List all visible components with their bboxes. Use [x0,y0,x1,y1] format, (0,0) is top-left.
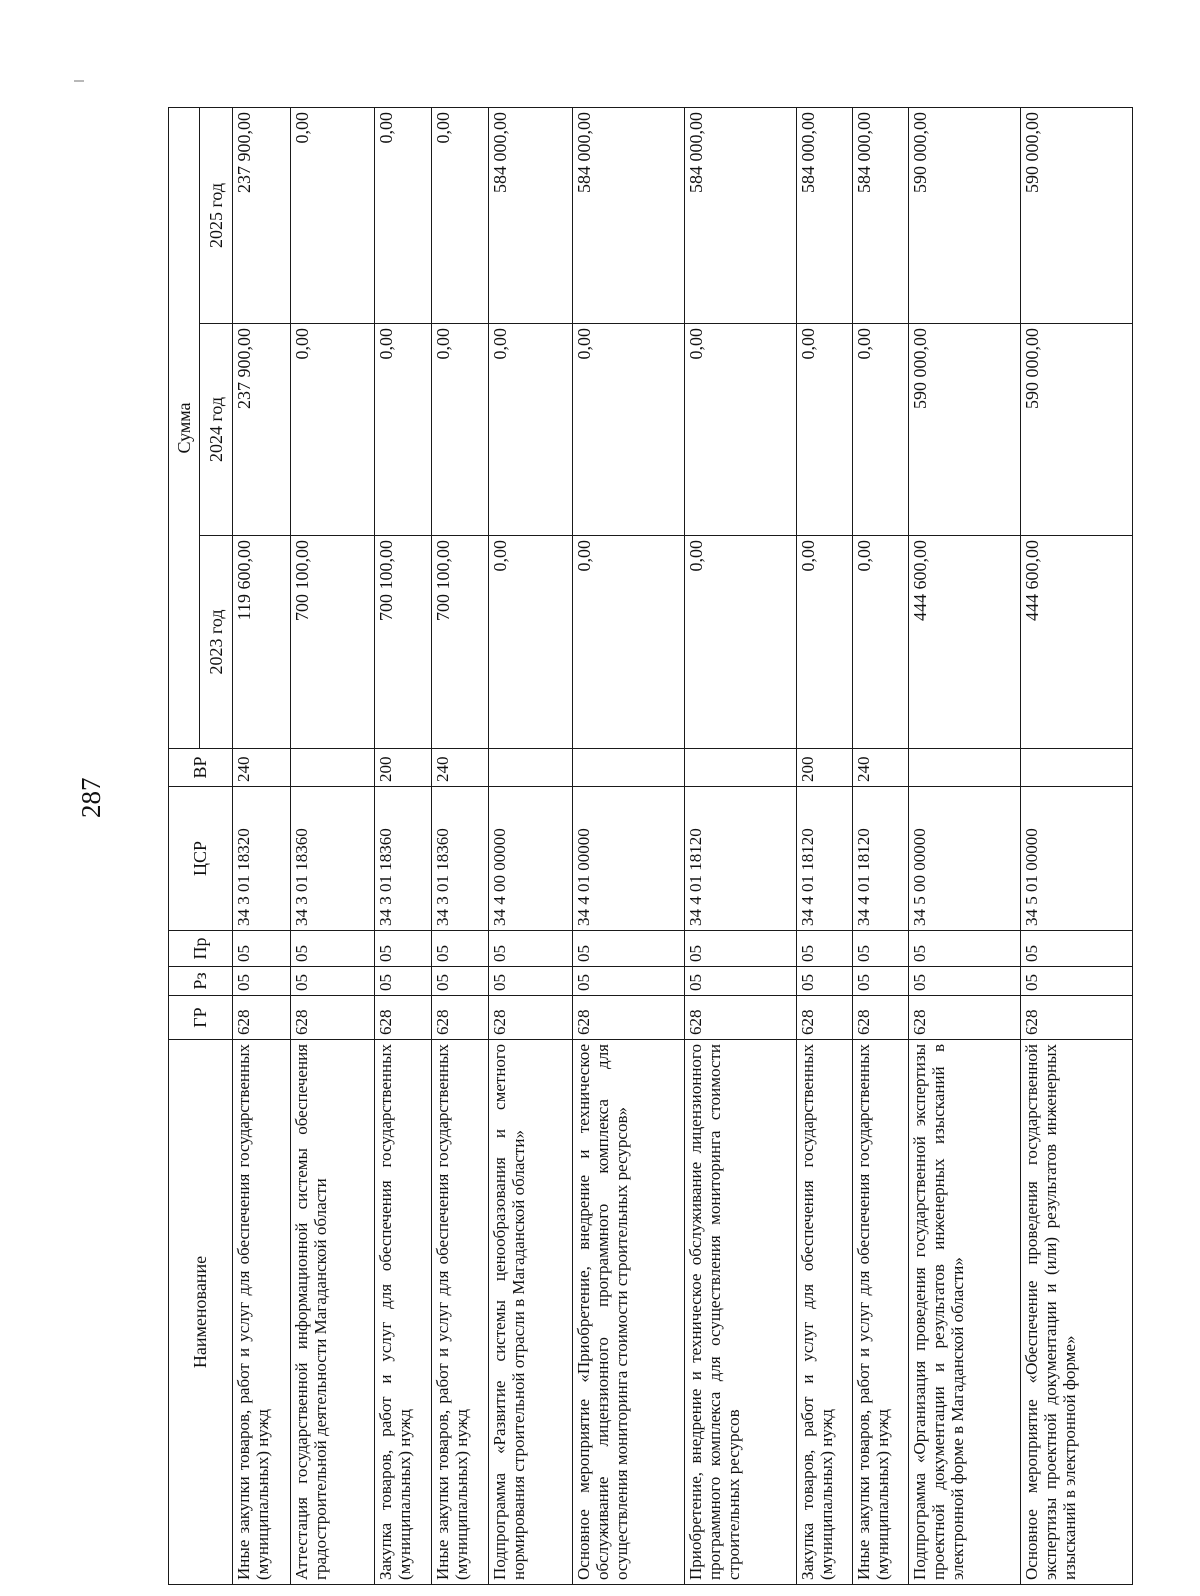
row-pr: 05 [432,931,489,967]
table-row [573,107,685,1584]
row-rz: 05 [375,967,432,996]
row-sum-2023: 0,00 [797,536,853,749]
row-gr: 628 [375,996,432,1040]
row-vr [909,749,1021,787]
row-rz: 05 [1021,967,1133,996]
header-year-2023: 2023 год [200,536,233,749]
row-gr: 628 [909,996,1021,1040]
row-sum-2025: 590 000,00 [1021,107,1133,323]
table-row [853,107,909,1584]
row-sum-2023: 444 600,00 [1021,536,1133,749]
row-csr: 34 4 00 00000 [489,787,573,931]
row-sum-2023: 700 100,00 [375,536,432,749]
row-vr: 240 [233,749,291,787]
row-sum-2024: 0,00 [375,324,432,536]
row-sum-2024: 0,00 [432,324,489,536]
rotated-table-container [168,108,1114,1585]
row-pr: 05 [909,931,1021,967]
row-sum-2024: 0,00 [685,324,797,536]
row-rz: 05 [685,967,797,996]
row-rz: 05 [853,967,909,996]
row-pr: 05 [685,931,797,967]
table-row [489,107,573,1584]
row-rz: 05 [291,967,375,996]
table-row [233,107,291,1584]
row-pr: 05 [233,931,291,967]
row-name: Подпрограмма «Организация проведения государственной экспертизы проектной документации и результатов инженерных изысканий в электронной форме в Магаданской области» [909,1040,1021,1585]
row-sum-2023: 0,00 [489,536,573,749]
row-sum-2025: 584 000,00 [573,107,685,323]
table-header-row [169,107,200,1584]
row-gr: 628 [432,996,489,1040]
row-csr: 34 3 01 18320 [233,787,291,931]
row-sum-2025: 584 000,00 [685,107,797,323]
row-pr: 05 [291,931,375,967]
row-gr: 628 [685,996,797,1040]
row-pr: 05 [375,931,432,967]
row-sum-2025: 0,00 [432,107,489,323]
row-sum-2023: 444 600,00 [909,536,1021,749]
row-csr: 34 4 01 00000 [573,787,685,931]
row-name: Основное мероприятие «Обеспечение проведения государственной экспертизы проектной документации и (или) результатов инженерных изысканий в электронной форме» [1021,1040,1133,1585]
table-body [233,107,1133,1584]
header-pr: Пр [169,931,233,967]
header-year-2025: 2025 год [200,107,233,323]
row-csr: 34 3 01 18360 [375,787,432,931]
row-csr: 34 3 01 18360 [291,787,375,931]
row-sum-2025: 584 000,00 [853,107,909,323]
row-pr: 05 [1021,931,1133,967]
row-pr: 05 [573,931,685,967]
row-vr [685,749,797,787]
table-row [291,107,375,1584]
table-row [375,107,432,1584]
budget-table [168,107,1133,1585]
row-sum-2024: 590 000,00 [909,324,1021,536]
row-vr: 240 [432,749,489,787]
row-name: Иные закупки товаров, работ и услуг для обеспечения государственных (муниципальных) нужд [432,1040,489,1585]
row-sum-2025: 584 000,00 [797,107,853,323]
row-rz: 05 [233,967,291,996]
row-sum-2023: 700 100,00 [291,536,375,749]
row-sum-2025: 237 900,00 [233,107,291,323]
row-gr: 628 [797,996,853,1040]
row-gr: 628 [1021,996,1133,1040]
table-row [685,107,797,1584]
row-sum-2024: 590 000,00 [1021,324,1133,536]
row-csr: 34 4 01 18120 [797,787,853,931]
row-name: Закупка товаров, работ и услуг для обеспечения государственных (муниципальных) нужд [797,1040,853,1585]
row-csr: 34 5 01 00000 [1021,787,1133,931]
row-vr [1021,749,1133,787]
row-sum-2025: 584 000,00 [489,107,573,323]
table-row [1021,107,1133,1584]
row-rz: 05 [432,967,489,996]
row-rz: 05 [797,967,853,996]
row-csr: 34 5 00 00000 [909,787,1021,931]
row-name: Иные закупки товаров, работ и услуг для обеспечения государственных (муниципальных) нужд [853,1040,909,1585]
row-csr: 34 4 01 18120 [685,787,797,931]
row-sum-2024: 0,00 [573,324,685,536]
row-gr: 628 [853,996,909,1040]
row-name: Приобретение, внедрение и техническое обслуживание лицензионного программного комплекса для осуществления мониторинга стоимости строительных ресурсов [685,1040,797,1585]
row-rz: 05 [573,967,685,996]
row-sum-2024: 0,00 [291,324,375,536]
row-gr: 628 [233,996,291,1040]
row-sum-2024: 237 900,00 [233,324,291,536]
row-sum-2024: 0,00 [853,324,909,536]
table-row [432,107,489,1584]
header-year-2024: 2024 год [200,324,233,536]
row-pr: 05 [797,931,853,967]
row-sum-2024: 0,00 [797,324,853,536]
header-sum: Сумма [169,107,200,748]
row-sum-2023: 0,00 [853,536,909,749]
row-gr: 628 [573,996,685,1040]
row-rz: 05 [489,967,573,996]
row-vr: 200 [797,749,853,787]
row-vr: 200 [375,749,432,787]
scan-artifact-mark [74,80,84,82]
row-sum-2023: 0,00 [573,536,685,749]
header-name: Наименование [169,1040,233,1585]
table-row [909,107,1021,1584]
row-vr [489,749,573,787]
row-rz: 05 [909,967,1021,996]
row-sum-2025: 0,00 [375,107,432,323]
row-gr: 628 [489,996,573,1040]
row-name: Подпрограмма «Развитие системы ценообразования и сметного нормирования строительной отрасли в Магаданской области» [489,1040,573,1585]
row-vr [573,749,685,787]
row-sum-2025: 590 000,00 [909,107,1021,323]
row-name: Основное мероприятие «Приобретение, внедрение и техническое обслуживание лицензионного программного комплекса для осуществления мониторинга стоимости строительных ресурсов» [573,1040,685,1585]
row-vr [291,749,375,787]
row-name: Аттестация государственной информационной системы обеспечения градостроительной деятельности Магаданской области [291,1040,375,1585]
row-vr: 240 [853,749,909,787]
row-sum-2023: 700 100,00 [432,536,489,749]
row-csr: 34 4 01 18120 [853,787,909,931]
row-name: Закупка товаров, работ и услуг для обеспечения государственных (муниципальных) нужд [375,1040,432,1585]
header-gr: ГР [169,996,233,1040]
row-sum-2024: 0,00 [489,324,573,536]
row-csr: 34 3 01 18360 [432,787,489,931]
row-gr: 628 [291,996,375,1040]
row-pr: 05 [489,931,573,967]
table-row [797,107,853,1584]
row-sum-2023: 0,00 [685,536,797,749]
row-sum-2023: 119 600,00 [233,536,291,749]
row-name: Иные закупки товаров, работ и услуг для обеспечения государственных (муниципальных) нужд [233,1040,291,1585]
header-rz: Рз [169,967,233,996]
page-number: 287 [76,777,106,818]
row-sum-2025: 0,00 [291,107,375,323]
row-pr: 05 [853,931,909,967]
header-vr: ВР [169,749,233,787]
header-csr: ЦСР [169,787,233,931]
